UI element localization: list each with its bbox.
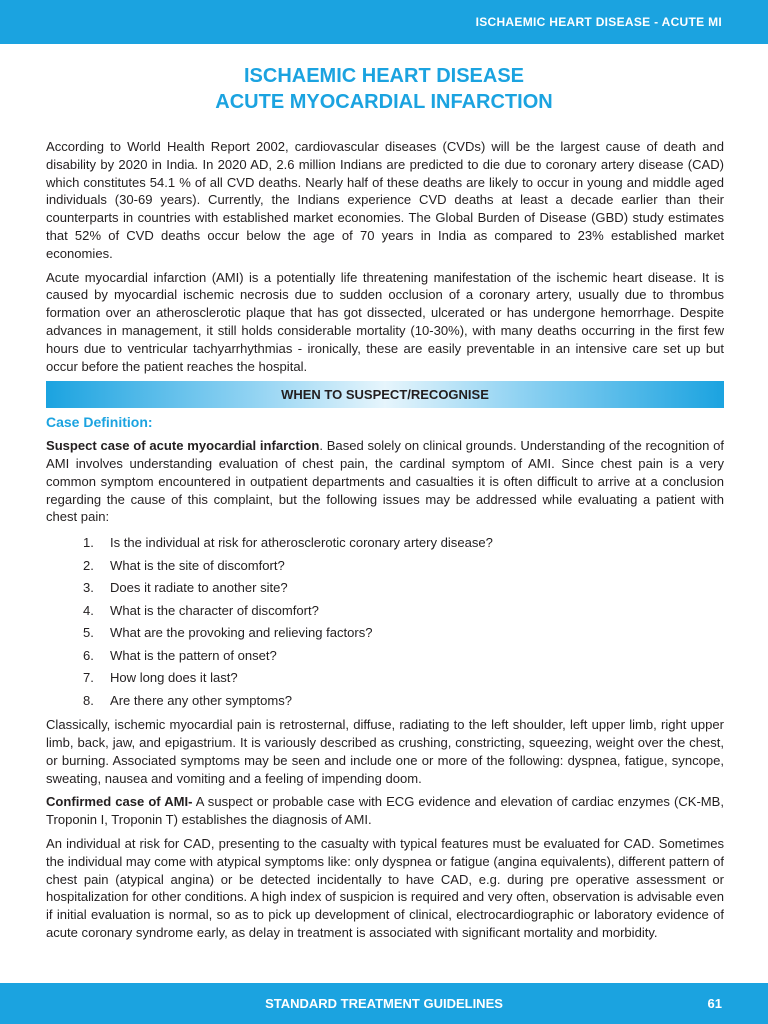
list-item-number: 8.	[83, 692, 94, 708]
case-definition-heading: Case Definition:	[46, 414, 153, 431]
list-item	[46, 645, 724, 668]
page-title	[0, 63, 768, 115]
footer-bar	[0, 983, 768, 1024]
list-item-number: 2.	[83, 557, 94, 573]
list-item-number: 7.	[83, 670, 94, 686]
section-heading-bar: WHEN TO SUSPECT/RECOGNISE	[46, 381, 724, 408]
list-item	[46, 622, 724, 645]
header-bar	[0, 0, 768, 44]
running-header-title: ISCHAEMIC HEART DISEASE - ACUTE MI	[475, 15, 722, 29]
list-item-text: What is the site of discomfort?	[110, 557, 285, 573]
list-item-text: What are the provoking and relieving factors?	[110, 625, 373, 641]
title-line-1: ISCHAEMIC HEART DISEASE	[243, 65, 525, 87]
list-item-text: Is the individual at risk for atherosclerotic coronary artery disease?	[110, 535, 493, 551]
confirmed-case-text: A suspect or probable case with ECG evidence and elevation of cardiac enzymes (CK-MB, Troponin I, Troponin T) establishes the diagnosis of AMI.	[46, 794, 724, 828]
list-item-number: 1.	[83, 535, 94, 551]
page-number: 61	[707, 996, 722, 1011]
intro-paragraph-2: Acute myocardial infarction (AMI) is a potentially life threatening manifestation of the ischemic heart disease. It is caused by myocardial ischemic necrosis due to sudden occlusion of a coronary artery, usually due to thrombus formation over an atherosclerotic plaque that has got dissected, ulcerated or has undergone hemorrhage. Despite advances in management, it still holds considerable mortality (10-30%), with many deaths occurring in the first few hours due to ventricular tachyarrhythmias - ironically, these are easily preventable in an intensive care set up but occur before the patient reaches the hospital.	[46, 269, 724, 374]
title-line-2: ACUTE MYOCARDIAL INFARCTION	[215, 91, 553, 113]
list-item-text: What is the character of discomfort?	[110, 602, 319, 618]
list-item-text: How long does it last?	[110, 670, 238, 686]
at-risk-paragraph: An individual at risk for CAD, presenting to the casualty with typical features must be evaluated for CAD. Sometimes the individual may come with atypical symptoms like: only dyspnea or fatigue (angina equivalents), different pattern of chest pain (atypical angina) or be detected incidentally to have CAD, e.g. during pre operative assessment or hospitalization for other conditions. A high index of suspicion is required and very often, observation is advisable even if initial evaluation is normal, so as to pick up development of clinical, electrocardiographic or laboratory evidence of acute coronary syndrome early, as delay in treatment is associated with significant mortality and morbidity.	[46, 835, 724, 940]
classic-pain-paragraph: Classically, ischemic myocardial pain is retrosternal, diffuse, radiating to the left shoulder, left upper limb, right upper limb, back, jaw, and epigastrium. It is variously described as crushing, constricting, squeezing, weight over the chest, or burning. Associated symptoms may be seen and include one or more of the following: dyspnea, fatigue, syncope, sweating, nausea and vomiting and a feeling of impending doom.	[46, 717, 724, 786]
suspect-case-label: Suspect case of acute myocardial infarction	[46, 438, 320, 454]
list-item-number: 5.	[83, 625, 94, 641]
list-item-number: 3.	[83, 580, 94, 596]
footer-title: STANDARD TREATMENT GUIDELINES	[265, 996, 503, 1011]
main-content	[46, 138, 724, 948]
evaluation-questions-list	[46, 532, 724, 712]
list-item	[46, 532, 724, 555]
intro-paragraph-1: According to World Health Report 2002, cardiovascular diseases (CVDs) will be the largest cause of death and disability by 2020 in India. In 2020 AD, 2.6 million Indians are predicted to die due to coronary artery disease (CAD) which constitutes 54.1 % of all CVD deaths. Nearly half of these deaths are likely to occur in young and middle aged individuals (30-69 years). Currently, the Indians experience CVD deaths at least a decade earlier than their counterparts in countries with established market economies. The Global Burden of Disease (GBD) study estimates that 52% of CVD deaths occur below the age of 70 years in India as compared to 23% established market economies.	[46, 139, 724, 261]
list-item	[46, 690, 724, 713]
list-item	[46, 555, 724, 578]
suspect-case-text: . Based solely on clinical grounds. Understanding of the recognition of AMI involves understanding evaluation of chest pain, the cardinal symptom of AMI. Since chest pain is a very common symptom encountered in outpatient departments and casualties it is often difficult to arrive at a conclusion regarding the cause of this complaint, but the following issues may be addressed while evaluating a patient with chest pain:	[46, 438, 724, 525]
list-item-number: 6.	[83, 647, 94, 663]
list-item-number: 4.	[83, 602, 94, 618]
list-item	[46, 577, 724, 600]
confirmed-case-label: Confirmed case of AMI-	[46, 794, 193, 810]
list-item-text: What is the pattern of onset?	[110, 647, 277, 663]
confirmed-case-paragraph	[46, 793, 724, 829]
list-item	[46, 667, 724, 690]
list-item-text: Are there any other symptoms?	[110, 692, 293, 708]
list-item	[46, 600, 724, 623]
list-item-text: Does it radiate to another site?	[110, 580, 288, 596]
suspect-case-paragraph	[46, 437, 724, 526]
